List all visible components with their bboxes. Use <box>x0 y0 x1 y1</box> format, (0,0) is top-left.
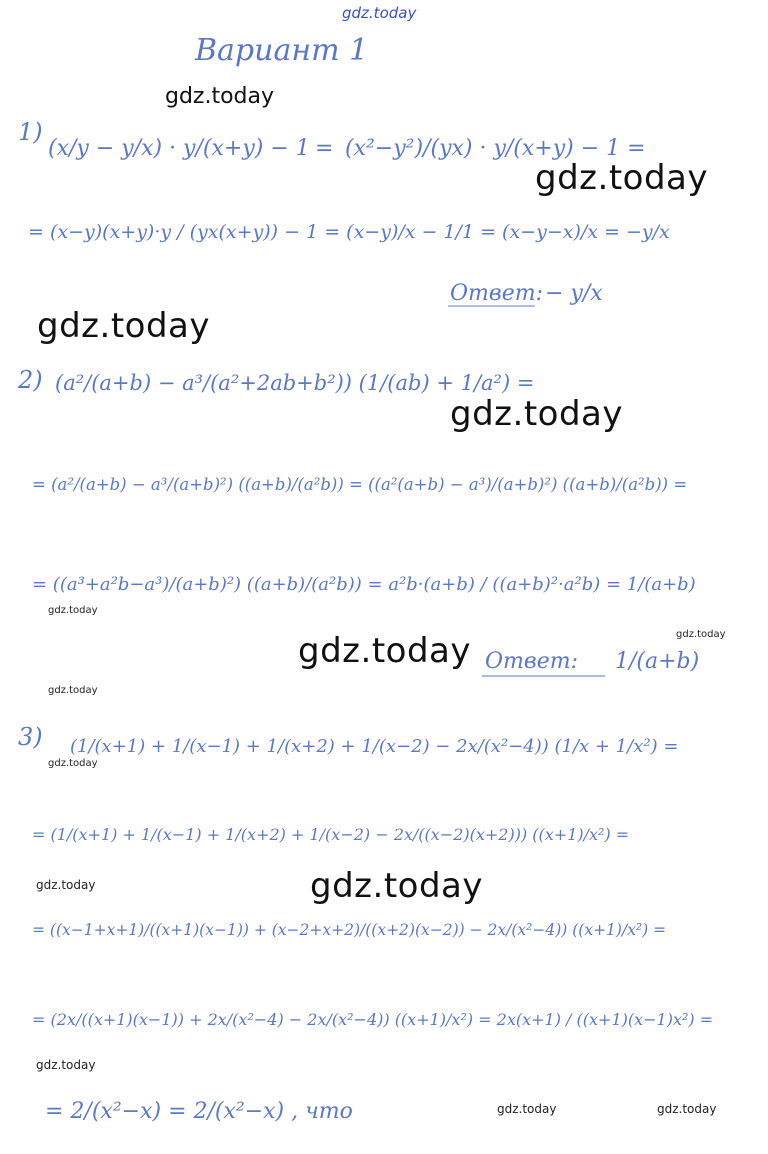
task3-line2: = (1/(x+1) + 1/(x−1) + 1/(x+2) + 1/(x−2) − 2x/((x−2)(x+2))) ((x+1)/x²) = <box>32 825 630 844</box>
task3-number: 3) <box>18 723 43 751</box>
watermark-small: gdz.today <box>497 1102 557 1116</box>
task3-line5: = 2/(x²−x) = 2/(x²−x) , что <box>45 1099 353 1124</box>
watermark-small: gdz.today <box>36 878 96 892</box>
watermark-big: gdz.today <box>535 158 708 198</box>
watermark-big: gdz.today <box>310 866 483 906</box>
watermark-small: gdz.today <box>676 629 726 640</box>
watermark-small: gdz.today <box>48 605 98 616</box>
task2-line2: = (a²/(a+b) − a³/(a+b)²) ((a+b)/(a²b)) = ((a²(a+b) − a³)/(a+b)²) ((a+b)/(a²b)) = <box>32 475 688 494</box>
task1-answer-label: Ответ: <box>450 281 543 306</box>
task2-number: 2) <box>18 366 43 394</box>
task2-line3: = ((a³+a²b−a³)/(a+b)²) ((a+b)/(a²b)) = a²b·(a+b) / ((a+b)²·a²b) = 1/(a+b) <box>32 574 696 595</box>
watermark-small: gdz.today <box>36 1058 96 1072</box>
watermark-big: gdz.today <box>298 631 471 671</box>
task3-line1: (1/(x+1) + 1/(x−1) + 1/(x+2) + 1/(x−2) − 2x/(x²−4)) (1/x + 1/x²) = <box>70 736 679 757</box>
task3-line3: = ((x−1+x+1)/((x+1)(x−1)) + (x−2+x+2)/((x+2)(x−2)) − 2x/(x²−4)) ((x+1)/x²) = <box>32 921 667 939</box>
watermark-big: gdz.today <box>37 306 210 346</box>
watermark-top: gdz.today <box>342 4 417 22</box>
page-title: Вариант 1 <box>195 33 369 68</box>
task1-number: 1) <box>18 118 43 146</box>
watermark-small: gdz.today <box>48 758 98 769</box>
task2-line1: (a²/(a+b) − a³/(a²+2ab+b²)) (1/(ab) + 1/a²) = <box>55 371 535 395</box>
task1-answer-value: − y/x <box>545 281 603 306</box>
watermark-big: gdz.today <box>450 394 623 434</box>
task2-answer-label: Ответ: <box>485 649 578 674</box>
watermark-small: gdz.today <box>657 1102 717 1116</box>
watermark-small: gdz.today <box>48 685 98 696</box>
task1-line2: = (x−y)(x+y)·y / (yx(x+y)) − 1 = (x−y)/x − 1/1 = (x−y−x)/x = −y/x <box>28 221 670 243</box>
task3-line4: = (2x/((x+1)(x−1)) + 2x/(x²−4) − 2x/(x²−4)) ((x+1)/x²) = 2x(x+1) / ((x+1)(x−1)x²) = <box>32 1010 714 1029</box>
task1-line1-eq: = <box>315 136 334 161</box>
task1-line1-rhs: (x²−y²)/(yx) · y/(x+y) − 1 = <box>345 136 646 161</box>
watermark-mid: gdz.today <box>165 84 275 109</box>
task2-answer-value: 1/(a+b) <box>615 649 700 674</box>
task1-line1-lhs: (x/y − y/x) · y/(x+y) − 1 <box>48 136 310 161</box>
